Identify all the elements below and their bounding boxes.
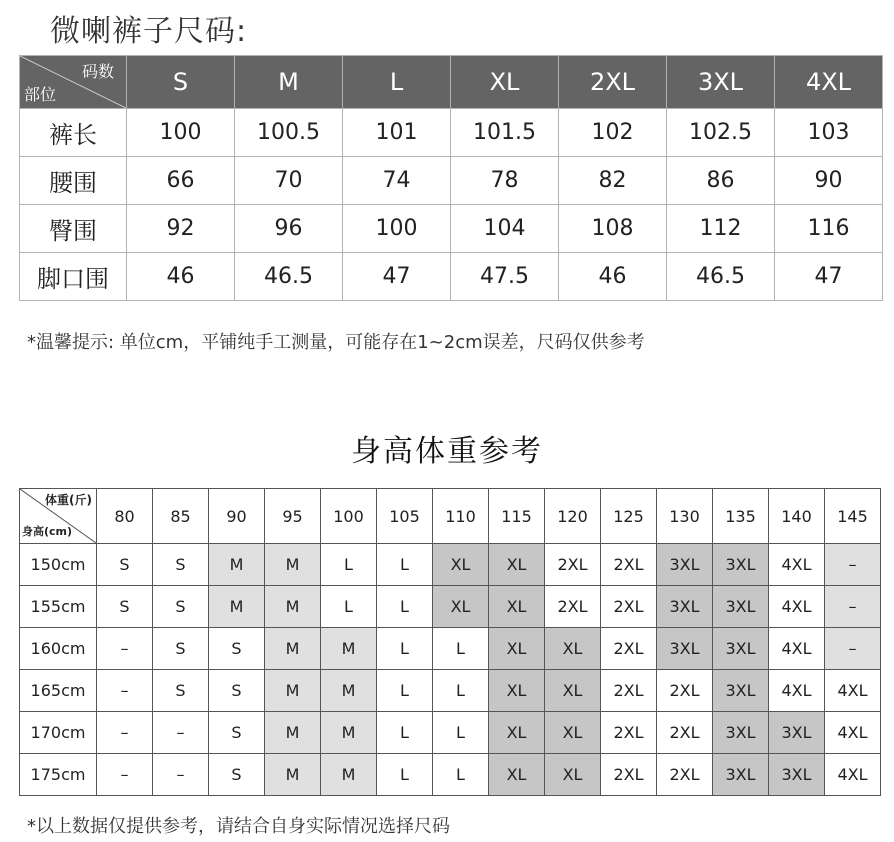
section-title: 身高体重参考 — [351, 434, 543, 469]
measurement-cell: 70 — [235, 157, 343, 205]
size-recommendation-cell: 3XL — [657, 586, 713, 628]
size-recommendation-cell: L — [433, 712, 489, 754]
height-row — [20, 586, 881, 628]
measurement-cell: 47 — [775, 253, 883, 301]
weight-header-cell: 110 — [433, 489, 489, 544]
size-recommendation-cell: M — [265, 670, 321, 712]
weight-header-cell: 105 — [377, 489, 433, 544]
measurement-cell: 47 — [343, 253, 451, 301]
size-recommendation-cell: XL — [489, 670, 545, 712]
size-recommendation-cell: 2XL — [657, 670, 713, 712]
size-recommendation-cell: S — [209, 670, 265, 712]
size-recommendation-cell: M — [321, 712, 377, 754]
measurement-note: *温馨提示: 单位cm，平铺纯手工测量，可能存在1~2cm误差，尺码仅供参考 — [27, 332, 645, 353]
size-recommendation-cell: 3XL — [713, 586, 769, 628]
size-recommendation-cell: M — [265, 628, 321, 670]
size-header-cell: 4XL — [775, 56, 883, 109]
size-recommendation-cell: M — [265, 712, 321, 754]
size-row — [20, 205, 883, 253]
size-recommendation-cell: L — [377, 586, 433, 628]
height-row — [20, 670, 881, 712]
size-recommendation-cell: 4XL — [769, 544, 825, 586]
size-recommendation-cell: S — [209, 712, 265, 754]
measurement-cell: 103 — [775, 109, 883, 157]
size-recommendation-cell: 4XL — [825, 712, 881, 754]
size-recommendation-cell: M — [265, 544, 321, 586]
size-recommendation-cell: 4XL — [825, 670, 881, 712]
height-label: 170cm — [20, 712, 97, 754]
page-title: 微喇裤子尺码: — [50, 14, 248, 49]
size-header-cell: S — [127, 56, 235, 109]
weight-header-cell: 130 — [657, 489, 713, 544]
measurement-cell: 46.5 — [667, 253, 775, 301]
size-recommendation-cell: XL — [545, 628, 601, 670]
corner-part-label: 部位 — [24, 85, 57, 104]
size-recommendation-cell: 2XL — [657, 754, 713, 796]
height-label: 175cm — [20, 754, 97, 796]
height-row — [20, 754, 881, 796]
measurement-cell: 108 — [559, 205, 667, 253]
size-row — [20, 253, 883, 301]
size-recommendation-cell: L — [433, 670, 489, 712]
size-recommendation-cell: L — [377, 712, 433, 754]
size-recommendation-cell: S — [153, 670, 209, 712]
size-recommendation-cell: L — [377, 628, 433, 670]
weight-header-row — [20, 489, 881, 544]
size-recommendation-cell: – — [825, 586, 881, 628]
weight-header-cell: 135 — [713, 489, 769, 544]
weight-header-cell: 120 — [545, 489, 601, 544]
measurement-cell: 66 — [127, 157, 235, 205]
size-recommendation-cell: XL — [489, 754, 545, 796]
size-recommendation-cell: 2XL — [545, 586, 601, 628]
size-recommendation-cell: – — [825, 544, 881, 586]
size-recommendation-cell: 3XL — [769, 712, 825, 754]
measurement-cell: 101 — [343, 109, 451, 157]
height-row — [20, 544, 881, 586]
size-recommendation-cell: 3XL — [769, 754, 825, 796]
size-recommendation-cell: 2XL — [657, 712, 713, 754]
weight-header-cell: 90 — [209, 489, 265, 544]
size-recommendation-cell: XL — [489, 628, 545, 670]
weight-header-cell: 85 — [153, 489, 209, 544]
size-recommendation-cell: M — [321, 670, 377, 712]
weight-header-cell: 140 — [769, 489, 825, 544]
height-label: 165cm — [20, 670, 97, 712]
weight-header-cell: 80 — [97, 489, 153, 544]
body-part-label: 臀围 — [20, 205, 127, 253]
size-recommendation-cell: XL — [489, 712, 545, 754]
size-recommendation-cell: – — [97, 754, 153, 796]
size-recommendation-cell: – — [97, 628, 153, 670]
measurement-cell: 47.5 — [451, 253, 559, 301]
size-recommendation-cell: XL — [545, 670, 601, 712]
size-recommendation-cell: 3XL — [713, 754, 769, 796]
size-recommendation-cell: M — [209, 544, 265, 586]
size-recommendation-cell: 3XL — [713, 628, 769, 670]
weight-header-cell: 115 — [489, 489, 545, 544]
size-recommendation-cell: 3XL — [713, 544, 769, 586]
body-part-label: 脚口围 — [20, 253, 127, 301]
size-recommendation-cell: S — [97, 586, 153, 628]
height-row — [20, 628, 881, 670]
size-recommendation-cell: – — [153, 754, 209, 796]
size-recommendation-cell: M — [265, 754, 321, 796]
weight-header-cell: 125 — [601, 489, 657, 544]
size-recommendation-cell: S — [209, 628, 265, 670]
measurement-cell: 100.5 — [235, 109, 343, 157]
measurement-cell: 100 — [127, 109, 235, 157]
size-recommendation-cell: M — [321, 628, 377, 670]
size-recommendation-cell: 3XL — [657, 544, 713, 586]
size-recommendation-cell: L — [433, 628, 489, 670]
size-recommendation-cell: 4XL — [769, 670, 825, 712]
height-label: 160cm — [20, 628, 97, 670]
size-recommendation-cell: S — [209, 754, 265, 796]
weight-header-cell: 145 — [825, 489, 881, 544]
size-row — [20, 157, 883, 205]
measurement-cell: 46 — [559, 253, 667, 301]
size-header-cell: M — [235, 56, 343, 109]
corner-size-label: 码数 — [81, 62, 114, 81]
size-row — [20, 109, 883, 157]
size-recommendation-cell: – — [97, 670, 153, 712]
size-recommendation-cell: 2XL — [601, 670, 657, 712]
size-recommendation-cell: S — [153, 586, 209, 628]
size-recommendation-cell: 2XL — [601, 712, 657, 754]
measurement-cell: 86 — [667, 157, 775, 205]
measurement-cell: 46.5 — [235, 253, 343, 301]
measurement-cell: 104 — [451, 205, 559, 253]
size-header-cell: 2XL — [559, 56, 667, 109]
size-header-cell: L — [343, 56, 451, 109]
size-recommendation-cell: L — [321, 586, 377, 628]
size-recommendation-cell: 4XL — [825, 754, 881, 796]
size-recommendation-cell: 2XL — [601, 586, 657, 628]
size-chart-table — [19, 55, 883, 301]
size-recommendation-cell: L — [433, 754, 489, 796]
measurement-cell: 100 — [343, 205, 451, 253]
height-label: 155cm — [20, 586, 97, 628]
measurement-cell: 102 — [559, 109, 667, 157]
measurement-cell: 96 — [235, 205, 343, 253]
size-recommendation-cell: L — [377, 754, 433, 796]
size-recommendation-cell: XL — [489, 586, 545, 628]
height-label: 150cm — [20, 544, 97, 586]
corner-weight-label: 体重(斤) — [45, 493, 92, 507]
size-recommendation-cell: XL — [545, 754, 601, 796]
size-recommendation-cell: – — [97, 712, 153, 754]
size-recommendation-cell: S — [153, 544, 209, 586]
weight-header-cell: 95 — [265, 489, 321, 544]
measurement-cell: 112 — [667, 205, 775, 253]
size-recommendation-cell: 4XL — [769, 586, 825, 628]
size-header-cell: XL — [451, 56, 559, 109]
size-recommendation-cell: L — [377, 544, 433, 586]
size-recommendation-cell: 2XL — [545, 544, 601, 586]
measurement-cell: 46 — [127, 253, 235, 301]
size-corner-cell — [20, 56, 127, 109]
measurement-cell: 78 — [451, 157, 559, 205]
body-part-label: 裤长 — [20, 109, 127, 157]
size-header-cell: 3XL — [667, 56, 775, 109]
size-recommendation-cell: M — [265, 586, 321, 628]
size-recommendation-cell: XL — [489, 544, 545, 586]
measurement-cell: 82 — [559, 157, 667, 205]
measurement-cell: 90 — [775, 157, 883, 205]
size-recommendation-cell: 4XL — [769, 628, 825, 670]
size-recommendation-cell: 2XL — [601, 544, 657, 586]
size-recommendation-cell: S — [97, 544, 153, 586]
size-recommendation-cell: XL — [433, 586, 489, 628]
measurement-cell: 74 — [343, 157, 451, 205]
size-recommendation-cell: 3XL — [657, 628, 713, 670]
measurement-cell: 92 — [127, 205, 235, 253]
size-recommendation-cell: M — [321, 754, 377, 796]
reference-note: *以上数据仅提供参考，请结合自身实际情况选择尺码 — [27, 816, 450, 837]
height-row — [20, 712, 881, 754]
size-recommendation-cell: XL — [545, 712, 601, 754]
measurement-cell: 102.5 — [667, 109, 775, 157]
height-weight-table — [19, 488, 881, 796]
size-recommendation-cell: M — [209, 586, 265, 628]
body-part-label: 腰围 — [20, 157, 127, 205]
size-recommendation-cell: XL — [433, 544, 489, 586]
size-recommendation-cell: L — [377, 670, 433, 712]
size-recommendation-cell: 2XL — [601, 628, 657, 670]
size-recommendation-cell: – — [825, 628, 881, 670]
weight-header-cell: 100 — [321, 489, 377, 544]
size-recommendation-cell: 2XL — [601, 754, 657, 796]
size-recommendation-cell: – — [153, 712, 209, 754]
measurement-cell: 101.5 — [451, 109, 559, 157]
size-recommendation-cell: S — [153, 628, 209, 670]
size-recommendation-cell: 3XL — [713, 712, 769, 754]
size-recommendation-cell: 3XL — [713, 670, 769, 712]
size-recommendation-cell: L — [321, 544, 377, 586]
measurement-cell: 116 — [775, 205, 883, 253]
corner-height-label: 身高(cm) — [22, 525, 73, 538]
size-header-row — [20, 56, 883, 109]
hw-corner-cell — [20, 489, 97, 544]
